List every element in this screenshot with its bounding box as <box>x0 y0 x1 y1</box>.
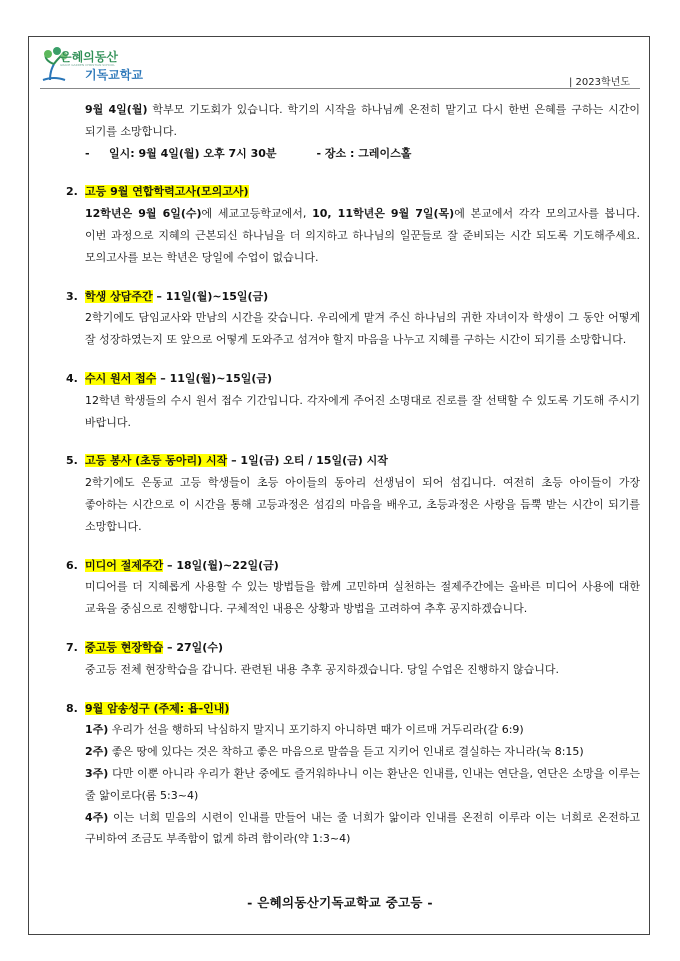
section-body: 12학년은 9월 6일(수)에 세교고등학교에서, 10, 11학년은 9월 7일(목)에 본교에서 각각 모의고사를 봅니다. 이번 과정으로 지혜의 근본되신 하나님을 더 의지하고 하나님의 일꾼들로 잘 준비되는 시간 되도록 기도해주세요. 모의고사를 보는 학년은 당일에 수업이 없습니다. <box>85 207 640 264</box>
section-memory-verses <box>66 698 640 851</box>
section-media-week <box>66 555 640 620</box>
verse-item: 2주) 좋은 땅에 있다는 것은 착하고 좋은 마음으로 말씀을 듣고 지키어 인내로 결실하는 자니라(눅 8:15) <box>85 745 584 759</box>
schedule-text: 일시: 9월 4일(월) 오후 7시 30분 <box>109 146 277 160</box>
highlighted-title: 고등 9월 연합학력고사(모의고사) <box>85 185 249 199</box>
school-year: | 2023학년도 <box>569 77 630 88</box>
section-heading: 7. 중고등 현장학습 – 27일(수) <box>66 640 223 654</box>
intro-paragraph: 9월 4일(월) 학부모 기도회가 있습니다. 학기의 시작을 하나님께 온전히 맡기고 다시 한번 은혜를 구하는 시간이 되기를 소망합니다. <box>85 103 640 138</box>
section-service-club <box>66 450 640 537</box>
section-heading: 6. 미디어 절제주간 – 18일(월)~22일(금) <box>66 558 279 572</box>
section-heading: 5. 고등 봉사 (초등 동아리) 시작 – 1일(금) 오티 / 15일(금) 시작 <box>66 454 388 468</box>
school-footer: - 은혜의동산기독교학교 중고등 - <box>247 895 433 910</box>
highlighted-title: 고등 봉사 (초등 동아리) 시작 <box>85 454 228 468</box>
section-body: 12학년 학생들의 수시 원서 접수 기간입니다. 각자에게 주어진 소명대로 진로를 잘 선택할 수 있도록 기도해 주시기 바랍니다. <box>85 393 640 429</box>
logo-text-bottom: 기독교학교 <box>85 68 143 82</box>
highlighted-title: 수시 원서 접수 <box>85 371 157 385</box>
section-body: 중고등 전체 현장학습을 갑니다. 관련된 내용 추후 공지하겠습니다. 당일 수업은 진행하지 않습니다. <box>85 662 559 676</box>
section-field-trip <box>66 637 640 681</box>
section-mock-exam <box>66 181 640 268</box>
prayer-meeting-detail: - 일시: 9월 4일(월) 오후 7시 30분 - 장소 : 그레이스홀 <box>66 143 640 165</box>
header-divider <box>40 88 640 89</box>
section-body: 2학기에도 담임교사와 만남의 시간을 갖습니다. 우리에게 맡겨 주신 하나님의 귀한 자녀이자 학생이 그 동안 어떻게 잘 성장하였는지 또 앞으로 어떻게 도와주고 섬겨야 할지 마음을 나누고 지혜를 구하는 시간이 되기를 소망합니다. <box>85 311 640 347</box>
section-heading: 2. 고등 9월 연합학력고사(모의고사) <box>66 185 249 199</box>
highlighted-title: 9월 암송성구 (주제: 욥-인내) <box>85 701 230 715</box>
verse-item: 4주) 이는 너희 믿음의 시련이 인내를 만들어 내는 줄 너희가 앎이라 인내를 온전히 이루라 이는 너희로 온전하고 구비하여 조금도 부족함이 없게 하려 함이라(약 1:3~4) <box>85 810 640 846</box>
logo-subtext: GRACE GARDEN CHRISTIAN SCHOOL <box>60 63 115 67</box>
section-counseling-week <box>66 286 640 351</box>
verse-item: 3주) 다만 이뿐 아니라 우리가 환난 중에도 즐거워하나니 이는 환난은 인내를, 인내는 연단을, 연단은 소망을 이루는 줄 앎이로다(롬 5:3~4) <box>85 766 640 802</box>
section-heading: 3. 학생 상담주간 – 11일(월)~15일(금) <box>66 289 269 303</box>
newsletter-content <box>66 99 640 850</box>
highlighted-title: 미디어 절제주간 <box>85 558 164 572</box>
section-body: 미디어를 더 지혜롭게 사용할 수 있는 방법들을 함께 고민하며 실천하는 절제주간에는 올바른 미디어 사용에 대한 교육을 중심으로 진행합니다. 구체적인 내용은 상황과 방법을 고려하여 추후 공지하겠습니다. <box>85 580 640 616</box>
section-body: 2학기에도 은동교 고등 학생들이 초등 아이들의 동아리 선생님이 되어 섬깁니다. 여전히 초등 아이들이 가장 좋아하는 시간으로 이 시간을 통해 고등과정은 섬김의 마음을 배우고, 초등과정은 사랑을 듬뿍 받는 시간이 되기를 소망합니다. <box>85 476 640 533</box>
highlighted-title: 중고등 현장학습 <box>85 640 164 654</box>
verse-item: 1주) 우리가 선을 행하되 낙심하지 말지니 포기하지 아니하면 때가 이르매 거두리라(갈 6:9) <box>85 723 524 737</box>
place-text: - 장소 : 그레이스홀 <box>316 146 412 160</box>
highlighted-title: 학생 상담주간 <box>85 289 153 303</box>
logo-text-top: 은혜의동산 <box>60 50 118 64</box>
section-heading: 4. 수시 원서 접수 – 11일(월)~15일(금) <box>66 371 273 385</box>
section-early-admission <box>66 368 640 433</box>
section-heading: 8. 9월 암송성구 (주제: 욥-인내) <box>66 701 230 715</box>
